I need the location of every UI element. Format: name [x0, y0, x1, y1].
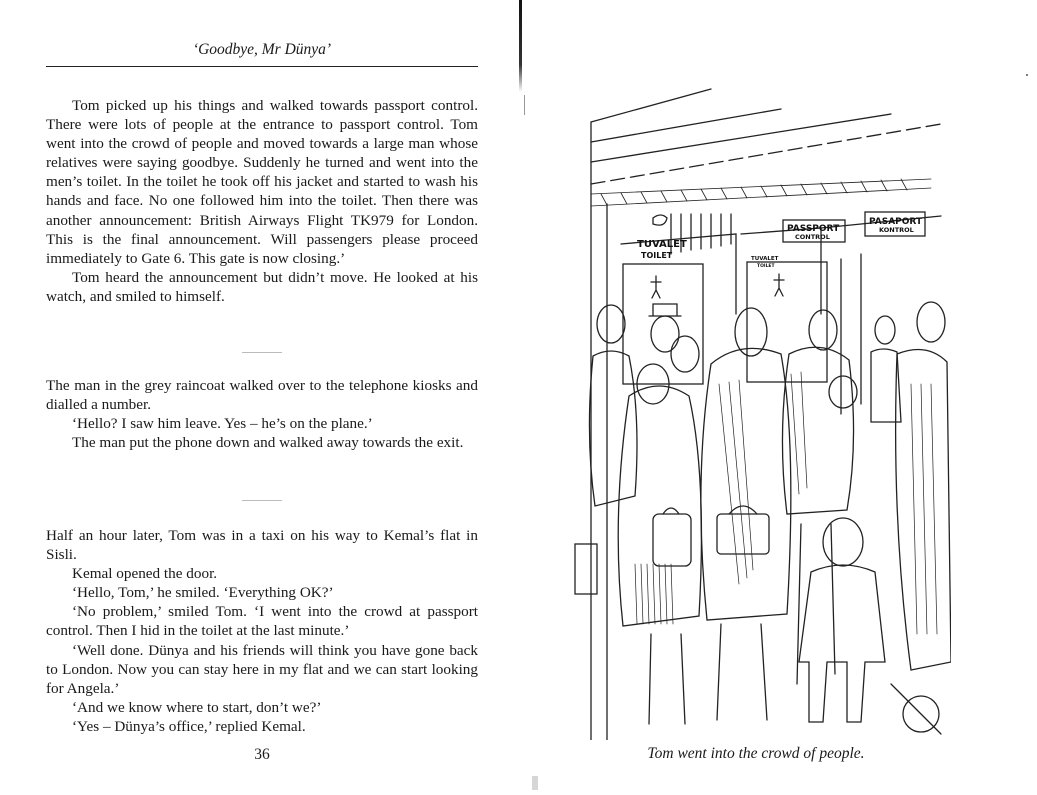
- page-number: 36: [254, 746, 270, 763]
- paragraph: ‘Yes – Dünya’s office,’ replied Kemal.: [72, 717, 306, 735]
- paragraph: ‘Hello? I saw him leave. Yes – he’s on the plane.’: [72, 415, 373, 433]
- sign-passport-en-1: PASSPORT: [787, 224, 840, 234]
- crowd-illustration: [561, 84, 951, 740]
- paragraph: ‘Well done. Dünya and his friends will think you have gone back to London. Now you can stay here in my flat and we can start looking for Angela.’: [46, 641, 478, 697]
- paragraph: Half an hour later, Tom was in a taxi on his way to Kemal’s flat in Sisli.: [46, 527, 478, 564]
- paragraph: The man in the grey raincoat walked over to the telephone kiosks and dialled a number.: [46, 377, 478, 414]
- sign-passport-en-2: CONTROL: [795, 233, 830, 241]
- paragraph: Tom picked up his things and walked towards passport control. There were lots of people at the entrance to passport control. Tom went into the crowd of people and moved towards a large man whose relatives were saying goodbye. Suddenly he turned and went into the men’s toilet. In the toilet he took off his jacket and started to wash his hands and face. No one followed him into the toilet. Then there was another announcement: British Airways Flight TK979 for London. This is the final announcement. Will passengers please proceed immediately to Gate 6. This gate is now closing.’: [46, 97, 478, 267]
- section-1: [46, 96, 478, 306]
- sign-small-tr: TUVALET: [751, 256, 779, 262]
- section-separator: [242, 352, 282, 353]
- paragraph: ‘No problem,’ smiled Tom. ‘I went into the crowd at passport control. Then I hid in the toilet at the last minute.’: [46, 603, 478, 640]
- running-head: ‘Goodbye, Mr Dünya’: [192, 41, 332, 58]
- book-spine-smudge: [532, 776, 538, 790]
- paragraph: Tom heard the announcement but didn’t move. He looked at his watch, and smiled to himself.: [46, 268, 478, 305]
- speck: [1026, 74, 1028, 76]
- sign-passport-tr-1: PASAPORT: [869, 217, 923, 227]
- header-rule: [46, 66, 478, 67]
- paragraph: The man put the phone down and walked away towards the exit.: [72, 434, 464, 452]
- sign-toilet-en: TOILET: [641, 251, 673, 260]
- paragraph: ‘Hello, Tom,’ he smiled. ‘Everything OK?’: [72, 584, 334, 602]
- illustration-caption: Tom went into the crowd of people.: [647, 745, 865, 762]
- section-2: [46, 376, 478, 452]
- book-spine-shadow: [519, 0, 522, 92]
- paragraph: Kemal opened the door.: [72, 565, 218, 583]
- sign-small-en: TOILET: [757, 264, 775, 269]
- book-spine-mark: [524, 95, 525, 115]
- paragraph: ‘And we know where to start, don’t we?’: [72, 698, 322, 716]
- section-3: [46, 526, 478, 736]
- sign-toilet-tr: TUVALET: [637, 239, 687, 250]
- sign-passport-tr-2: KONTROL: [879, 226, 914, 234]
- section-separator: [242, 500, 282, 501]
